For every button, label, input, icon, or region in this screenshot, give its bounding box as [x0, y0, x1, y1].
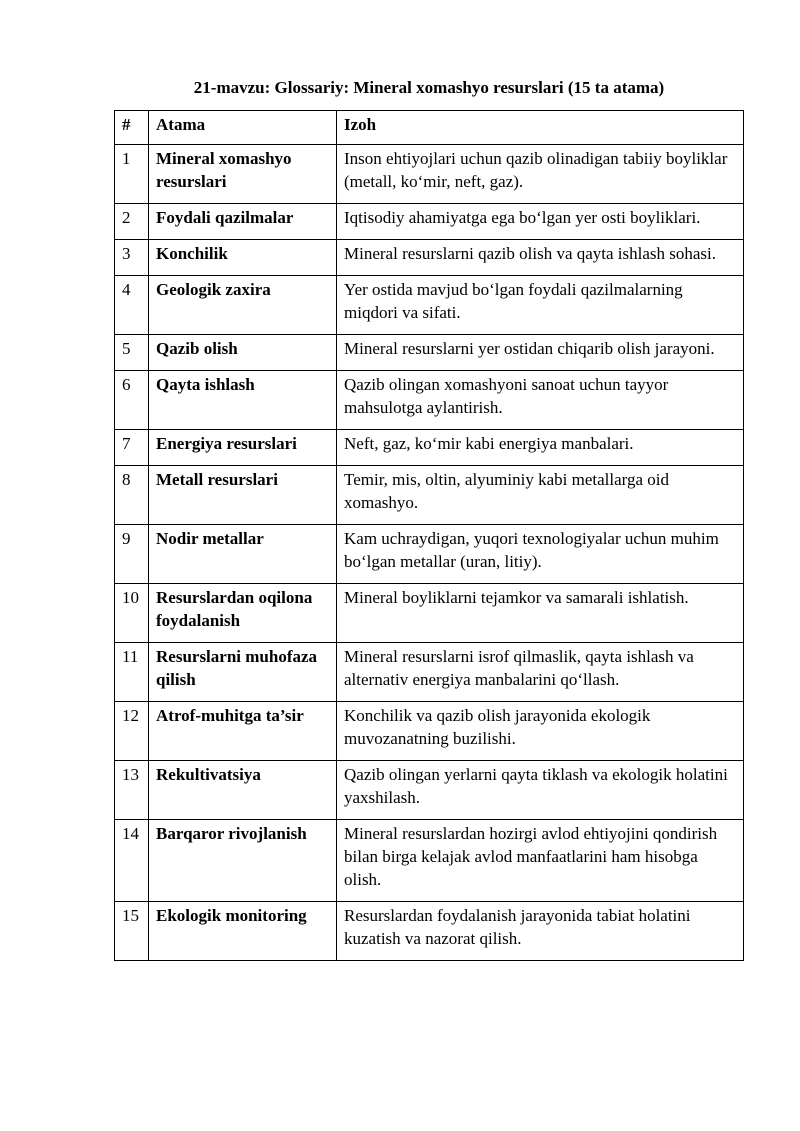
table-row — [115, 145, 744, 204]
term-cell: Geologik zaxira — [149, 276, 337, 335]
row-number: 4 — [115, 276, 149, 335]
row-number: 1 — [115, 145, 149, 204]
definition-cell: Qazib olingan yerlarni qayta tiklash va ekologik holatini yaxshilash. — [337, 761, 744, 820]
term-cell: Mineral xomashyo resurslari — [149, 145, 337, 204]
table-row — [115, 584, 744, 643]
table-row — [115, 820, 744, 902]
row-number: 12 — [115, 702, 149, 761]
definition-cell: Neft, gaz, ko‘mir kabi energiya manbalari. — [337, 430, 744, 466]
definition-cell: Inson ehtiyojlari uchun qazib olinadigan tabiiy boyliklar (metall, ko‘mir, neft, gaz). — [337, 145, 744, 204]
table-row — [115, 371, 744, 430]
row-number: 8 — [115, 466, 149, 525]
term-cell: Metall resurslari — [149, 466, 337, 525]
row-number: 11 — [115, 643, 149, 702]
column-header-definition: Izoh — [337, 111, 744, 145]
row-number: 2 — [115, 204, 149, 240]
definition-cell: Konchilik va qazib olish jarayonida ekologik muvozanatning buzilishi. — [337, 702, 744, 761]
definition-cell: Mineral boyliklarni tejamkor va samarali ishlatish. — [337, 584, 744, 643]
definition-cell: Mineral resurslardan hozirgi avlod ehtiyojini qondirish bilan birga kelajak avlod manfaatlarini ham hisobga olish. — [337, 820, 744, 902]
term-cell: Qazib olish — [149, 335, 337, 371]
page-title: 21-mavzu: Glossariy: Mineral xomashyo resurslari (15 ta atama) — [193, 78, 665, 97]
row-number: 9 — [115, 525, 149, 584]
row-number: 3 — [115, 240, 149, 276]
definition-cell: Mineral resurslarni yer ostidan chiqarib olish jarayoni. — [337, 335, 744, 371]
definition-cell: Iqtisodiy ahamiyatga ega bo‘lgan yer osti boyliklari. — [337, 204, 744, 240]
row-number: 5 — [115, 335, 149, 371]
definition-cell: Resurslardan foydalanish jarayonida tabiat holatini kuzatish va nazorat qilish. — [337, 902, 744, 961]
table-row — [115, 643, 744, 702]
row-number: 14 — [115, 820, 149, 902]
column-header-number: # — [115, 111, 149, 145]
term-cell: Ekologik monitoring — [149, 902, 337, 961]
table-row — [115, 702, 744, 761]
table-row — [115, 204, 744, 240]
term-cell: Resurslardan oqilona foydalanish — [149, 584, 337, 643]
definition-cell: Kam uchraydigan, yuqori texnologiyalar uchun muhim bo‘lgan metallar (uran, litiy). — [337, 525, 744, 584]
table-row — [115, 240, 744, 276]
term-cell: Qayta ishlash — [149, 371, 337, 430]
row-number: 6 — [115, 371, 149, 430]
definition-cell: Qazib olingan xomashyoni sanoat uchun tayyor mahsulotga aylantirish. — [337, 371, 744, 430]
term-cell: Resurslarni muhofaza qilish — [149, 643, 337, 702]
term-cell: Atrof-muhitga ta’sir — [149, 702, 337, 761]
term-cell: Foydali qazilmalar — [149, 204, 337, 240]
definition-cell: Yer ostida mavjud bo‘lgan foydali qazilmalarning miqdori va sifati. — [337, 276, 744, 335]
term-cell: Barqaror rivojlanish — [149, 820, 337, 902]
column-header-term: Atama — [149, 111, 337, 145]
row-number: 15 — [115, 902, 149, 961]
table-row — [115, 276, 744, 335]
table-header-row — [115, 111, 744, 145]
row-number: 10 — [115, 584, 149, 643]
term-cell: Konchilik — [149, 240, 337, 276]
table-row — [115, 761, 744, 820]
term-cell: Rekultivatsiya — [149, 761, 337, 820]
definition-cell: Mineral resurslarni qazib olish va qayta ishlash sohasi. — [337, 240, 744, 276]
table-row — [115, 335, 744, 371]
term-cell: Energiya resurslari — [149, 430, 337, 466]
table-row — [115, 525, 744, 584]
table-row — [115, 430, 744, 466]
table-row — [115, 902, 744, 961]
row-number: 7 — [115, 430, 149, 466]
term-cell: Nodir metallar — [149, 525, 337, 584]
glossary-table — [114, 110, 744, 961]
definition-cell: Mineral resurslarni isrof qilmaslik, qayta ishlash va alternativ energiya manbalarini qo‘llash. — [337, 643, 744, 702]
row-number: 13 — [115, 761, 149, 820]
definition-cell: Temir, mis, oltin, alyuminiy kabi metallarga oid xomashyo. — [337, 466, 744, 525]
table-row — [115, 466, 744, 525]
